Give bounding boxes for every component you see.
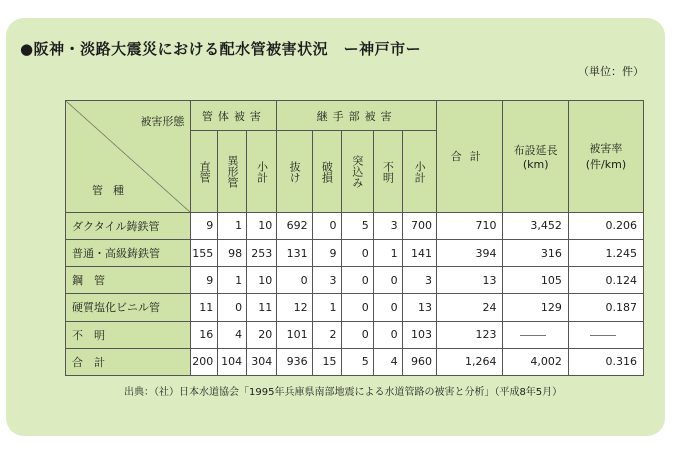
- data-cell: 16: [191, 321, 218, 348]
- data-cell: 15: [312, 348, 341, 375]
- data-cell: 0: [341, 294, 373, 321]
- row-label: 合 計: [66, 348, 191, 375]
- data-cell: 1: [218, 267, 247, 294]
- data-cell: 0: [277, 267, 312, 294]
- length-cell: [503, 321, 568, 348]
- data-cell: 0: [373, 267, 402, 294]
- data-cell: 98: [218, 240, 247, 267]
- table-row: [66, 212, 644, 239]
- header-total: 合計: [437, 101, 503, 213]
- unit-label: （単位：件）: [578, 65, 644, 78]
- length-cell: 4,002: [503, 348, 568, 375]
- rate-cell: 0.316: [568, 348, 643, 375]
- data-cell: 253: [247, 240, 277, 267]
- col-straight: 直管: [191, 131, 218, 213]
- group-joint-damage: 継手部被害: [277, 101, 437, 131]
- table-row: [66, 321, 644, 348]
- total-cell: 1,264: [437, 348, 503, 375]
- data-cell: 131: [277, 240, 312, 267]
- data-cell: 304: [247, 348, 277, 375]
- col-pullout: 抜け: [277, 131, 312, 213]
- rate-cell: 1.245: [568, 240, 643, 267]
- data-cell: 12: [277, 294, 312, 321]
- length-cell: 316: [503, 240, 568, 267]
- length-cell: 3,452: [503, 212, 568, 239]
- data-cell: 0: [373, 321, 402, 348]
- total-cell: 710: [437, 212, 503, 239]
- rate-cell: 0.187: [568, 294, 643, 321]
- data-cell: 0: [373, 294, 402, 321]
- header-row-group: [66, 101, 644, 131]
- length-cell: 129: [503, 294, 568, 321]
- data-cell: 0: [218, 294, 247, 321]
- header-rate: 被害率 (件/km): [568, 101, 643, 213]
- source-citation: 出典：（社）日本水道協会「1995年兵庫県南部地震による水道管路の被害と分析」（平成8年5月）: [124, 387, 563, 398]
- table-row: [66, 294, 644, 321]
- data-cell: 0: [341, 240, 373, 267]
- data-cell: 1: [312, 294, 341, 321]
- table-row: [66, 267, 644, 294]
- data-cell: 20: [247, 321, 277, 348]
- empty-dash: [520, 335, 546, 336]
- row-label: ダクタイル鋳鉄管: [66, 212, 191, 239]
- data-cell: 11: [247, 294, 277, 321]
- data-cell: 101: [277, 321, 312, 348]
- page-title: ●阪神・淡路大震災における配水管被害状況 ー神戸市ー: [20, 40, 422, 58]
- corner-damage-type: 被害形態: [140, 115, 185, 128]
- data-cell: 5: [341, 348, 373, 375]
- col-breakage: 破損: [312, 131, 341, 213]
- col-unknown: 不明: [373, 131, 402, 213]
- data-cell: 5: [341, 212, 373, 239]
- data-cell: 4: [218, 321, 247, 348]
- data-cell: 3: [373, 212, 402, 239]
- row-label: 硬質塩化ビニル管: [66, 294, 191, 321]
- data-cell: 700: [402, 212, 436, 239]
- data-cell: 155: [191, 240, 218, 267]
- group-pipe-damage: 管体被害: [191, 101, 277, 131]
- data-cell: 9: [191, 267, 218, 294]
- corner-header: [66, 101, 191, 213]
- col-push-in: 突込み: [341, 131, 373, 213]
- data-cell: 3: [312, 267, 341, 294]
- data-cell: 10: [247, 267, 277, 294]
- rate-cell: 0.124: [568, 267, 643, 294]
- col-pipe-subtotal: 小計: [247, 131, 277, 213]
- data-cell: 1: [373, 240, 402, 267]
- total-cell: 13: [437, 267, 503, 294]
- row-label: 普通・高級鋳鉄管: [66, 240, 191, 267]
- data-cell: 11: [191, 294, 218, 321]
- length-cell: 105: [503, 267, 568, 294]
- data-cell: 104: [218, 348, 247, 375]
- corner-pipe-type: 管種: [92, 183, 134, 197]
- data-cell: 0: [341, 321, 373, 348]
- data-cell: 936: [277, 348, 312, 375]
- data-cell: 9: [191, 212, 218, 239]
- total-cell: 394: [437, 240, 503, 267]
- data-cell: 1: [218, 212, 247, 239]
- row-label: 鋼 管: [66, 267, 191, 294]
- data-cell: 141: [402, 240, 436, 267]
- data-cell: 2: [312, 321, 341, 348]
- data-cell: 0: [341, 267, 373, 294]
- table-row: [66, 240, 644, 267]
- data-cell: 4: [373, 348, 402, 375]
- data-cell: 9: [312, 240, 341, 267]
- data-cell: 3: [402, 267, 436, 294]
- col-joint-subtotal: 小計: [402, 131, 436, 213]
- empty-dash: [590, 335, 616, 336]
- data-cell: 200: [191, 348, 218, 375]
- data-cell: 13: [402, 294, 436, 321]
- damage-table: [65, 100, 644, 376]
- data-cell: 692: [277, 212, 312, 239]
- data-cell: 10: [247, 212, 277, 239]
- rate-cell: 0.206: [568, 212, 643, 239]
- table-row: [66, 348, 644, 375]
- data-cell: 960: [402, 348, 436, 375]
- row-label: 不 明: [66, 321, 191, 348]
- rate-cell: [568, 321, 643, 348]
- data-cell: 103: [402, 321, 436, 348]
- data-cell: 0: [312, 212, 341, 239]
- total-cell: 123: [437, 321, 503, 348]
- col-irregular: 異形管: [218, 131, 247, 213]
- header-length: 布設延長 (km): [503, 101, 568, 213]
- total-cell: 24: [437, 294, 503, 321]
